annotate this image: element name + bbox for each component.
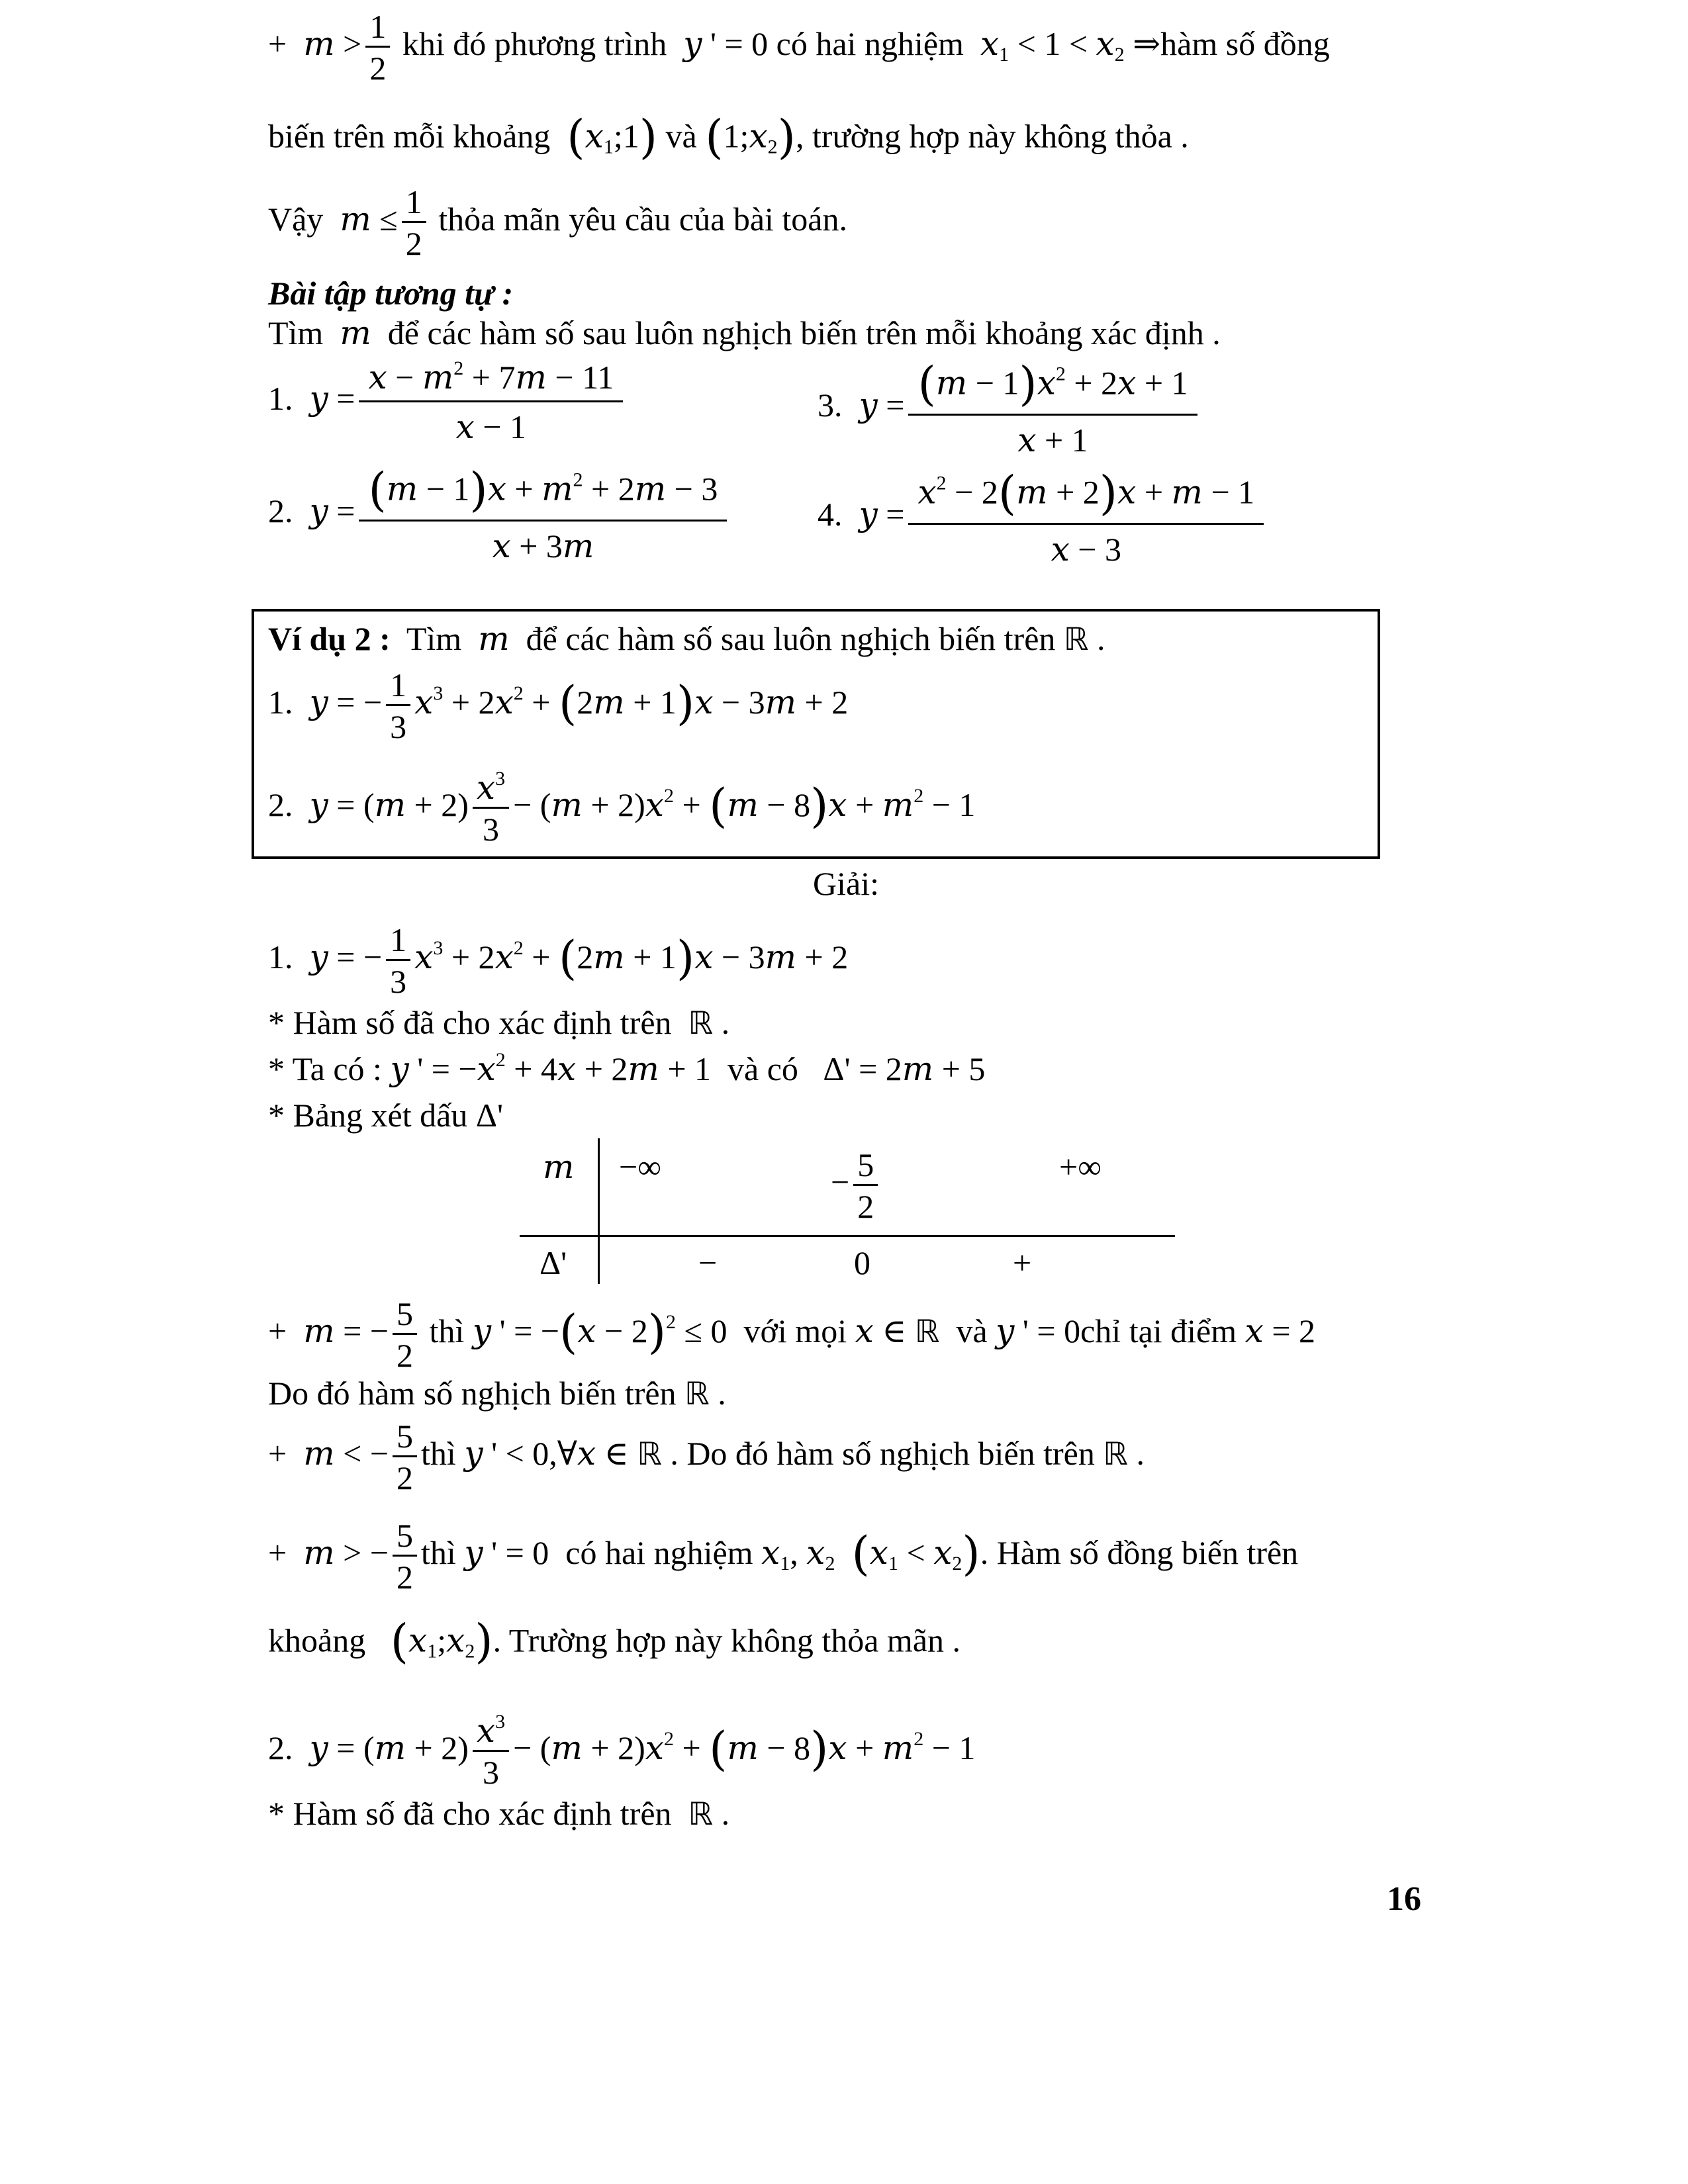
case-1-conclusion: Do đó hàm số nghịch biến trên ℝ . xyxy=(268,1375,726,1412)
case-3: + m > − $\frac{5}{2}$ thì y ' = 0 có hai nghiệm $x_1$, $x_2$ $(x_1 < x_2)$. Hàm số đồng biến trên xyxy=(268,1517,1299,1596)
exercises-intro: Tìm m để các hàm số sau luôn nghịch biến trên mỗi khoảng xác định . xyxy=(268,314,1221,352)
page-number: 16 xyxy=(1387,1880,1421,1918)
interval-statement: biến trên mỗi khoảng $(x_1;1)$ và $(1;x_2)$, trường hợp này không thỏa . xyxy=(268,110,1189,164)
solution-2-domain: * Hàm số đã cho xác định trên ℝ . xyxy=(268,1795,730,1833)
sign-table-pos-inf: +∞ xyxy=(1059,1148,1102,1185)
sign-table-sign-pos: + xyxy=(1013,1244,1032,1281)
sign-table-label: * Bảng xét dấu Δ' xyxy=(268,1097,503,1134)
example-function-2: 2. y = (m + 2) $\frac{x^3}{3}$ − $(m + 2)x^2 + (m - 8)x + m^2 - 1$ xyxy=(268,768,976,848)
exercise-4: 4. y = $\frac{x^2 - 2(m + 2)x + m - 1}{x - 3}$ xyxy=(818,470,1268,566)
exercise-2: 2. y = $\frac{(m - 1)x + m^2 + 2m - 3}{x + 3m}$ xyxy=(268,467,731,563)
sign-table-row2-label: Δ' xyxy=(539,1244,567,1281)
case-3-interval: khoảng $(x_1;x_2)$. Trường hợp này không thỏa mãn . xyxy=(268,1614,961,1668)
case-2: + m < − $\frac{5}{2}$ thì y ' < 0,∀x ∈ ℝ . Do đó hàm số nghịch biến trên ℝ . xyxy=(268,1418,1145,1496)
fraction-one-half: $\frac{1}{2}$ xyxy=(365,10,390,85)
sign-table-row1-label: m xyxy=(543,1148,575,1186)
sign-table-critical-value: − $\frac{5}{2}$ xyxy=(831,1148,882,1223)
example-title-line: Ví dụ 2 : Tìm m để các hàm số sau luôn nghịch biến trên ℝ . xyxy=(268,619,1105,658)
conclusion-line: Vậy m ≤ $\frac{1}{2}$ thỏa mãn yêu cầu của bài toán. xyxy=(268,183,847,262)
solution-domain: * Hàm số đã cho xác định trên ℝ . xyxy=(268,1004,730,1042)
solution-derivative: * Ta có : y ' = $-x^2 + 4x + 2m + 1$ và có Δ' = 2m + 5 xyxy=(268,1049,986,1088)
solution-function-1: 1. y = − $\frac{1}{3}$ $x^3 + 2x^2 + (2m + 1)x - 3m + 2$ xyxy=(268,921,849,1000)
sign-table-h-line xyxy=(520,1235,1175,1237)
case-1: + m = − $\frac{5}{2}$ thì y ' = $-(x - 2)^2 \le 0$ với mọi x ∈ ℝ và y ' = 0chỉ tại điểm x = 2 xyxy=(268,1295,1316,1374)
sign-table-neg-inf: −∞ xyxy=(619,1148,661,1185)
exercise-1: 1. y = $\frac{x - m^2 + 7m - 11}{x - 1}$ xyxy=(268,361,627,443)
solution-heading: Giải: xyxy=(813,865,879,902)
sign-table-sign-zero: 0 xyxy=(854,1244,870,1281)
exercises-heading: Bài tập tương tự : xyxy=(268,275,514,312)
sign-table-sign-neg: − xyxy=(698,1244,718,1281)
example-function-1: 1. y = − $\frac{1}{3}$ $x^3 + 2x^2 + (2m + 1)x - 3m + 2$ xyxy=(268,666,849,745)
solution-function-2: 2. y = (m + 2) $\frac{x^3}{3}$ − $(m + 2)x^2 + (m - 8)x + m^2 - 1$ xyxy=(268,1711,976,1791)
sign-table-v-line xyxy=(598,1138,600,1284)
case-m-gt-half: + m > $\frac{1}{2}$ khi đó phương trình y ' = 0 có hai nghiệm $x_1 < 1 < x_2$ ⇒hàm số đồng xyxy=(268,8,1330,87)
exercise-3: 3. y = $\frac{(m - 1)x^2 + 2x + 1}{x + 1}$ xyxy=(818,361,1201,457)
sign-table xyxy=(520,1138,1175,1284)
